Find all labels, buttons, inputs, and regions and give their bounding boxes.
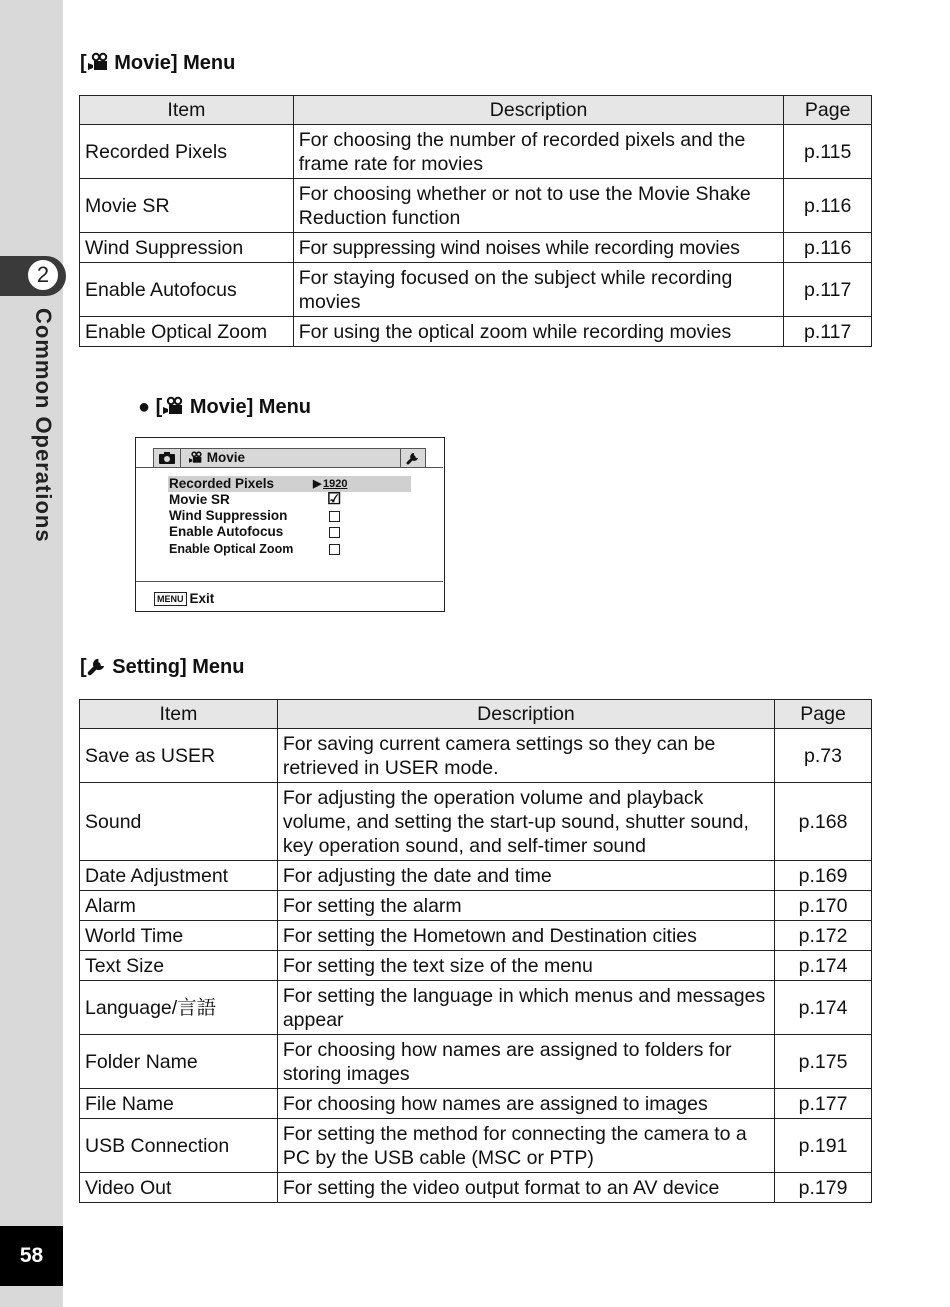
- movie-menu-table: [79, 95, 872, 347]
- bullet-icon: ●: [138, 396, 151, 418]
- screen-divider: [136, 467, 443, 468]
- table-header-row: [80, 96, 872, 125]
- unchecked-checkbox-icon: [329, 527, 340, 538]
- table-row: [80, 861, 872, 891]
- table-row: [80, 1035, 872, 1089]
- description-cell: For suppressing wind noises while recording movies: [293, 233, 784, 263]
- page-ref-cell: p.174: [775, 981, 872, 1035]
- table-row: [80, 783, 872, 861]
- description-cell: For choosing how names are assigned to images: [277, 1089, 774, 1119]
- unchecked-checkbox-icon: [329, 544, 340, 555]
- page-ref-cell: p.117: [784, 263, 872, 317]
- item-cell: Enable Optical Zoom: [80, 317, 294, 347]
- setting-menu-table: [79, 699, 872, 1203]
- table-row: [80, 729, 872, 783]
- wrench-icon: [87, 656, 107, 676]
- chapter-sidebar: [0, 0, 63, 1307]
- column-header-page: Page: [784, 96, 872, 125]
- description-cell: For setting the method for connecting the camera to a PC by the USB cable (MSC or PTP): [277, 1119, 774, 1173]
- page-ref-cell: p.169: [775, 861, 872, 891]
- table-header-row: [80, 700, 872, 729]
- description-cell: For adjusting the operation volume and playback volume, and setting the start-up sound, shutter sound, key operation sound, and self-timer sound: [277, 783, 774, 861]
- item-cell: World Time: [80, 921, 278, 951]
- screen-exit-hint: MENU Exit: [154, 591, 214, 606]
- table-row: [80, 125, 872, 179]
- menu-key-icon: MENU: [154, 592, 187, 606]
- description-cell: For setting the video output format to an AV device: [277, 1173, 774, 1203]
- recorded-pixels-value: 1920: [323, 478, 348, 490]
- column-header-item: Item: [80, 96, 294, 125]
- column-header-description: Description: [277, 700, 774, 729]
- table-row: [80, 1089, 872, 1119]
- page-number: 58: [0, 1226, 63, 1286]
- camera-icon: [154, 449, 181, 467]
- chapter-title: Common Operations: [31, 308, 56, 543]
- page-ref-cell: p.191: [775, 1119, 872, 1173]
- movie-menu-heading: [ Movie] Menu: [80, 52, 236, 74]
- table-row: [80, 891, 872, 921]
- play-arrow-icon: ▶: [313, 478, 322, 490]
- item-cell: USB Connection: [80, 1119, 278, 1173]
- table-row: [80, 921, 872, 951]
- description-cell: For setting the text size of the menu: [277, 951, 774, 981]
- description-cell: For setting the language in which menus and messages appear: [277, 981, 774, 1035]
- table-row: [80, 1173, 872, 1203]
- table-row: [80, 233, 872, 263]
- page-ref-cell: p.117: [784, 317, 872, 347]
- screen-item-enable-autofocus: Enable Autofocus: [169, 524, 284, 539]
- description-cell: For choosing how names are assigned to folders for storing images: [277, 1035, 774, 1089]
- description-cell: For setting the alarm: [277, 891, 774, 921]
- wrench-icon: [400, 449, 425, 467]
- item-cell: Folder Name: [80, 1035, 278, 1089]
- column-header-description: Description: [293, 96, 784, 125]
- setting-menu-heading: [ Setting] Menu: [80, 656, 245, 678]
- unchecked-checkbox-icon: [329, 511, 340, 522]
- screen-divider: [136, 581, 443, 582]
- item-cell: File Name: [80, 1089, 278, 1119]
- page-ref-cell: p.175: [775, 1035, 872, 1089]
- movie-camera-icon: [162, 396, 184, 416]
- description-cell: For setting the Hometown and Destination cities: [277, 921, 774, 951]
- description-cell: For staying focused on the subject while recording movies: [293, 263, 784, 317]
- page-ref-cell: p.170: [775, 891, 872, 921]
- screen-example-heading: ● [ Movie] Menu: [138, 396, 312, 418]
- item-cell: Date Adjustment: [80, 861, 278, 891]
- table-row: [80, 1119, 872, 1173]
- checked-checkbox-icon: ☑: [327, 491, 342, 508]
- page-ref-cell: p.116: [784, 179, 872, 233]
- item-cell: Text Size: [80, 951, 278, 981]
- chapter-number: 2: [26, 258, 60, 292]
- description-cell: For adjusting the date and time: [277, 861, 774, 891]
- table-row: [80, 981, 872, 1035]
- screen-item-recorded-pixels: Recorded Pixels ▶ 1920: [168, 476, 411, 492]
- item-cell: Recorded Pixels: [80, 125, 294, 179]
- item-cell: Movie SR: [80, 179, 294, 233]
- camera-menu-screen: [135, 437, 445, 612]
- description-cell: For saving current camera settings so they can be retrieved in USER mode.: [277, 729, 774, 783]
- screen-tab-bar: [153, 448, 426, 468]
- description-cell: For choosing whether or not to use the Movie Shake Reduction function: [293, 179, 784, 233]
- item-cell: Alarm: [80, 891, 278, 921]
- screen-item-enable-optical-zoom: Enable Optical Zoom: [169, 542, 294, 556]
- item-cell: Language/言語: [80, 981, 278, 1035]
- screen-item-wind-suppression: Wind Suppression: [169, 508, 288, 523]
- item-cell: Save as USER: [80, 729, 278, 783]
- page-ref-cell: p.174: [775, 951, 872, 981]
- page-ref-cell: p.115: [784, 125, 872, 179]
- table-row: [80, 317, 872, 347]
- page-ref-cell: p.179: [775, 1173, 872, 1203]
- page-ref-cell: p.172: [775, 921, 872, 951]
- column-header-item: Item: [80, 700, 278, 729]
- description-cell: For using the optical zoom while recording movies: [293, 317, 784, 347]
- page-ref-cell: p.73: [775, 729, 872, 783]
- movie-camera-icon: [188, 451, 203, 464]
- item-cell: Sound: [80, 783, 278, 861]
- description-cell: For choosing the number of recorded pixels and the frame rate for movies: [293, 125, 784, 179]
- table-row: [80, 179, 872, 233]
- item-cell: Video Out: [80, 1173, 278, 1203]
- table-row: [80, 951, 872, 981]
- page-ref-cell: p.116: [784, 233, 872, 263]
- item-cell: Enable Autofocus: [80, 263, 294, 317]
- movie-camera-icon: [87, 52, 109, 72]
- table-row: [80, 263, 872, 317]
- item-cell: Wind Suppression: [80, 233, 294, 263]
- page-ref-cell: p.168: [775, 783, 872, 861]
- screen-tab-title: Movie: [188, 450, 245, 465]
- column-header-page: Page: [775, 700, 872, 729]
- page-ref-cell: p.177: [775, 1089, 872, 1119]
- screen-item-movie-sr: Movie SR ☑: [169, 491, 342, 508]
